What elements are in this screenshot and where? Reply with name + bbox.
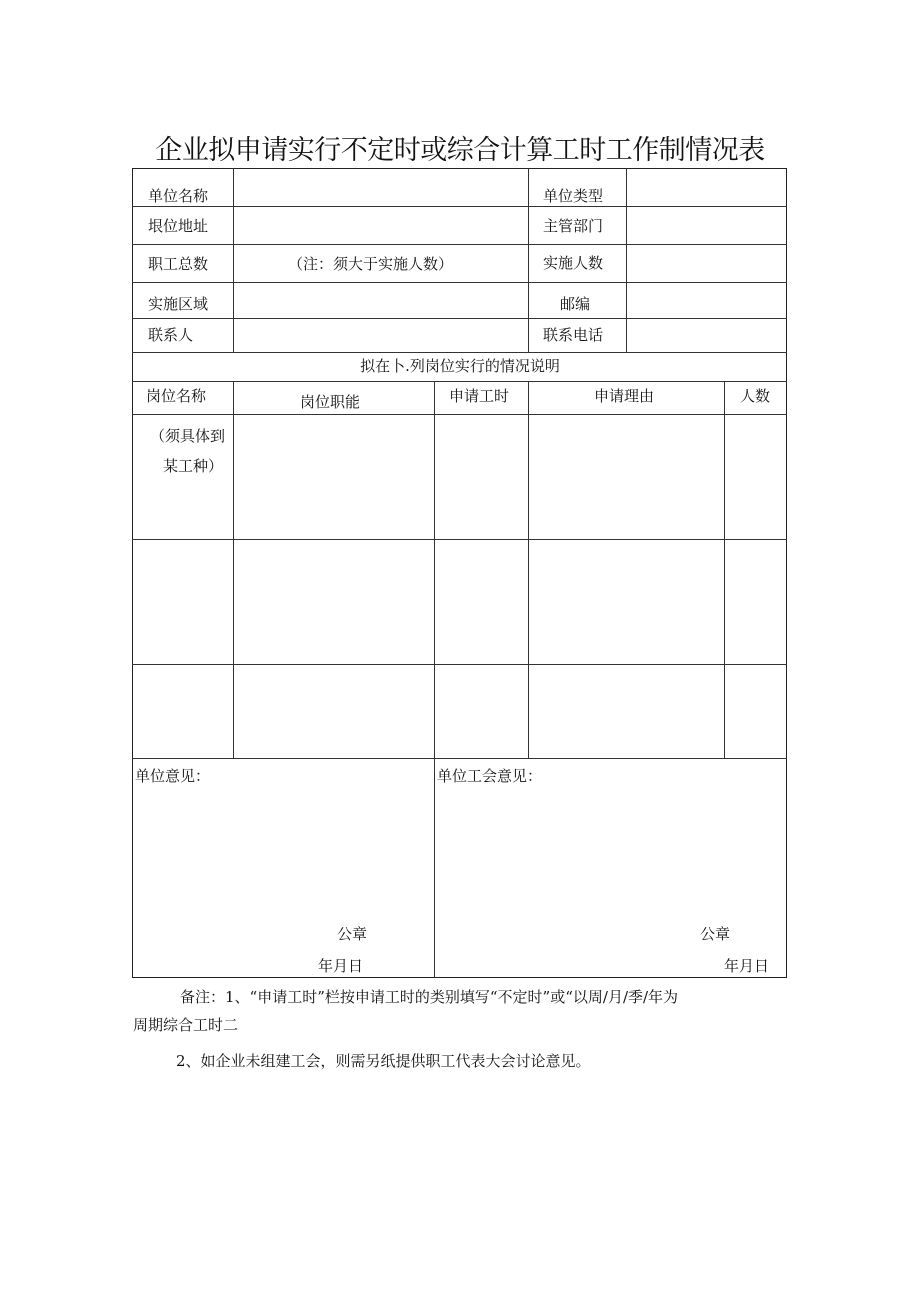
supervisor-dept-label: 主管部门 xyxy=(543,217,604,235)
position-name-note: 某工种） xyxy=(163,457,224,475)
table-row[interactable] xyxy=(133,665,786,757)
table-row[interactable] xyxy=(133,415,786,538)
postcode-field[interactable] xyxy=(627,283,786,317)
union-date-label: 年月日 xyxy=(724,957,770,975)
header-headcount: 人数 xyxy=(740,387,771,405)
implement-area-field[interactable] xyxy=(234,283,527,317)
unit-type-label: 单位类型 xyxy=(543,187,604,205)
contact-person-label: 联系人 xyxy=(148,326,194,344)
section-heading: 拟在卜.列岗位实行的情况说明 xyxy=(360,357,560,375)
implement-count-label: 实施人数 xyxy=(543,254,604,272)
header-applied-hours: 申请工时 xyxy=(449,387,510,405)
remark-line-2: 周期综合工时二 xyxy=(133,1016,239,1034)
postcode-label: 邮编 xyxy=(560,295,591,313)
header-position-function: 岗位职能 xyxy=(300,393,361,411)
remark-line-1: 备注：1、“申请工时”栏按申请工时的类别填写“不定时”或“以周/月/季/年为 xyxy=(180,988,679,1006)
implement-count-field[interactable] xyxy=(627,245,786,281)
form-title: 企业拟申请实行不定时或综合计算工时工作制情况表 xyxy=(155,135,765,166)
row-divider xyxy=(132,352,787,353)
total-staff-label: 职工总数 xyxy=(148,255,209,273)
contact-person-field[interactable] xyxy=(234,319,527,351)
header-reason: 申请理由 xyxy=(594,387,655,405)
column-divider xyxy=(434,758,435,978)
implement-area-label: 实施区域 xyxy=(148,295,209,313)
contact-phone-label: 联系电话 xyxy=(543,326,604,344)
column-divider xyxy=(528,168,529,352)
header-position-name: 岗位名称 xyxy=(146,387,207,405)
position-name-note: （须具体到 xyxy=(150,427,226,445)
table-row[interactable] xyxy=(133,540,786,663)
supervisor-dept-field[interactable] xyxy=(627,207,786,243)
union-seal-label: 公章 xyxy=(700,925,731,943)
total-staff-note: （注：须大于实施人数） xyxy=(288,255,454,273)
unit-opinion-label: 单位意见： xyxy=(135,767,211,785)
contact-phone-field[interactable] xyxy=(627,319,786,351)
unit-address-label: 垠位地址 xyxy=(148,217,209,235)
union-opinion-label: 单位工会意见： xyxy=(437,767,543,785)
row-divider xyxy=(132,758,787,759)
unit-name-label: 单位名称 xyxy=(148,187,209,205)
unit-name-field[interactable] xyxy=(234,169,527,205)
unit-seal-label: 公章 xyxy=(337,925,368,943)
unit-date-label: 年月日 xyxy=(318,957,364,975)
remark-line-3: 2、如企业未组建工会，则需另纸提供职工代表大会讨论意见。 xyxy=(176,1052,591,1070)
row-divider xyxy=(132,381,787,382)
unit-address-field[interactable] xyxy=(234,207,527,243)
unit-type-field[interactable] xyxy=(627,169,786,205)
